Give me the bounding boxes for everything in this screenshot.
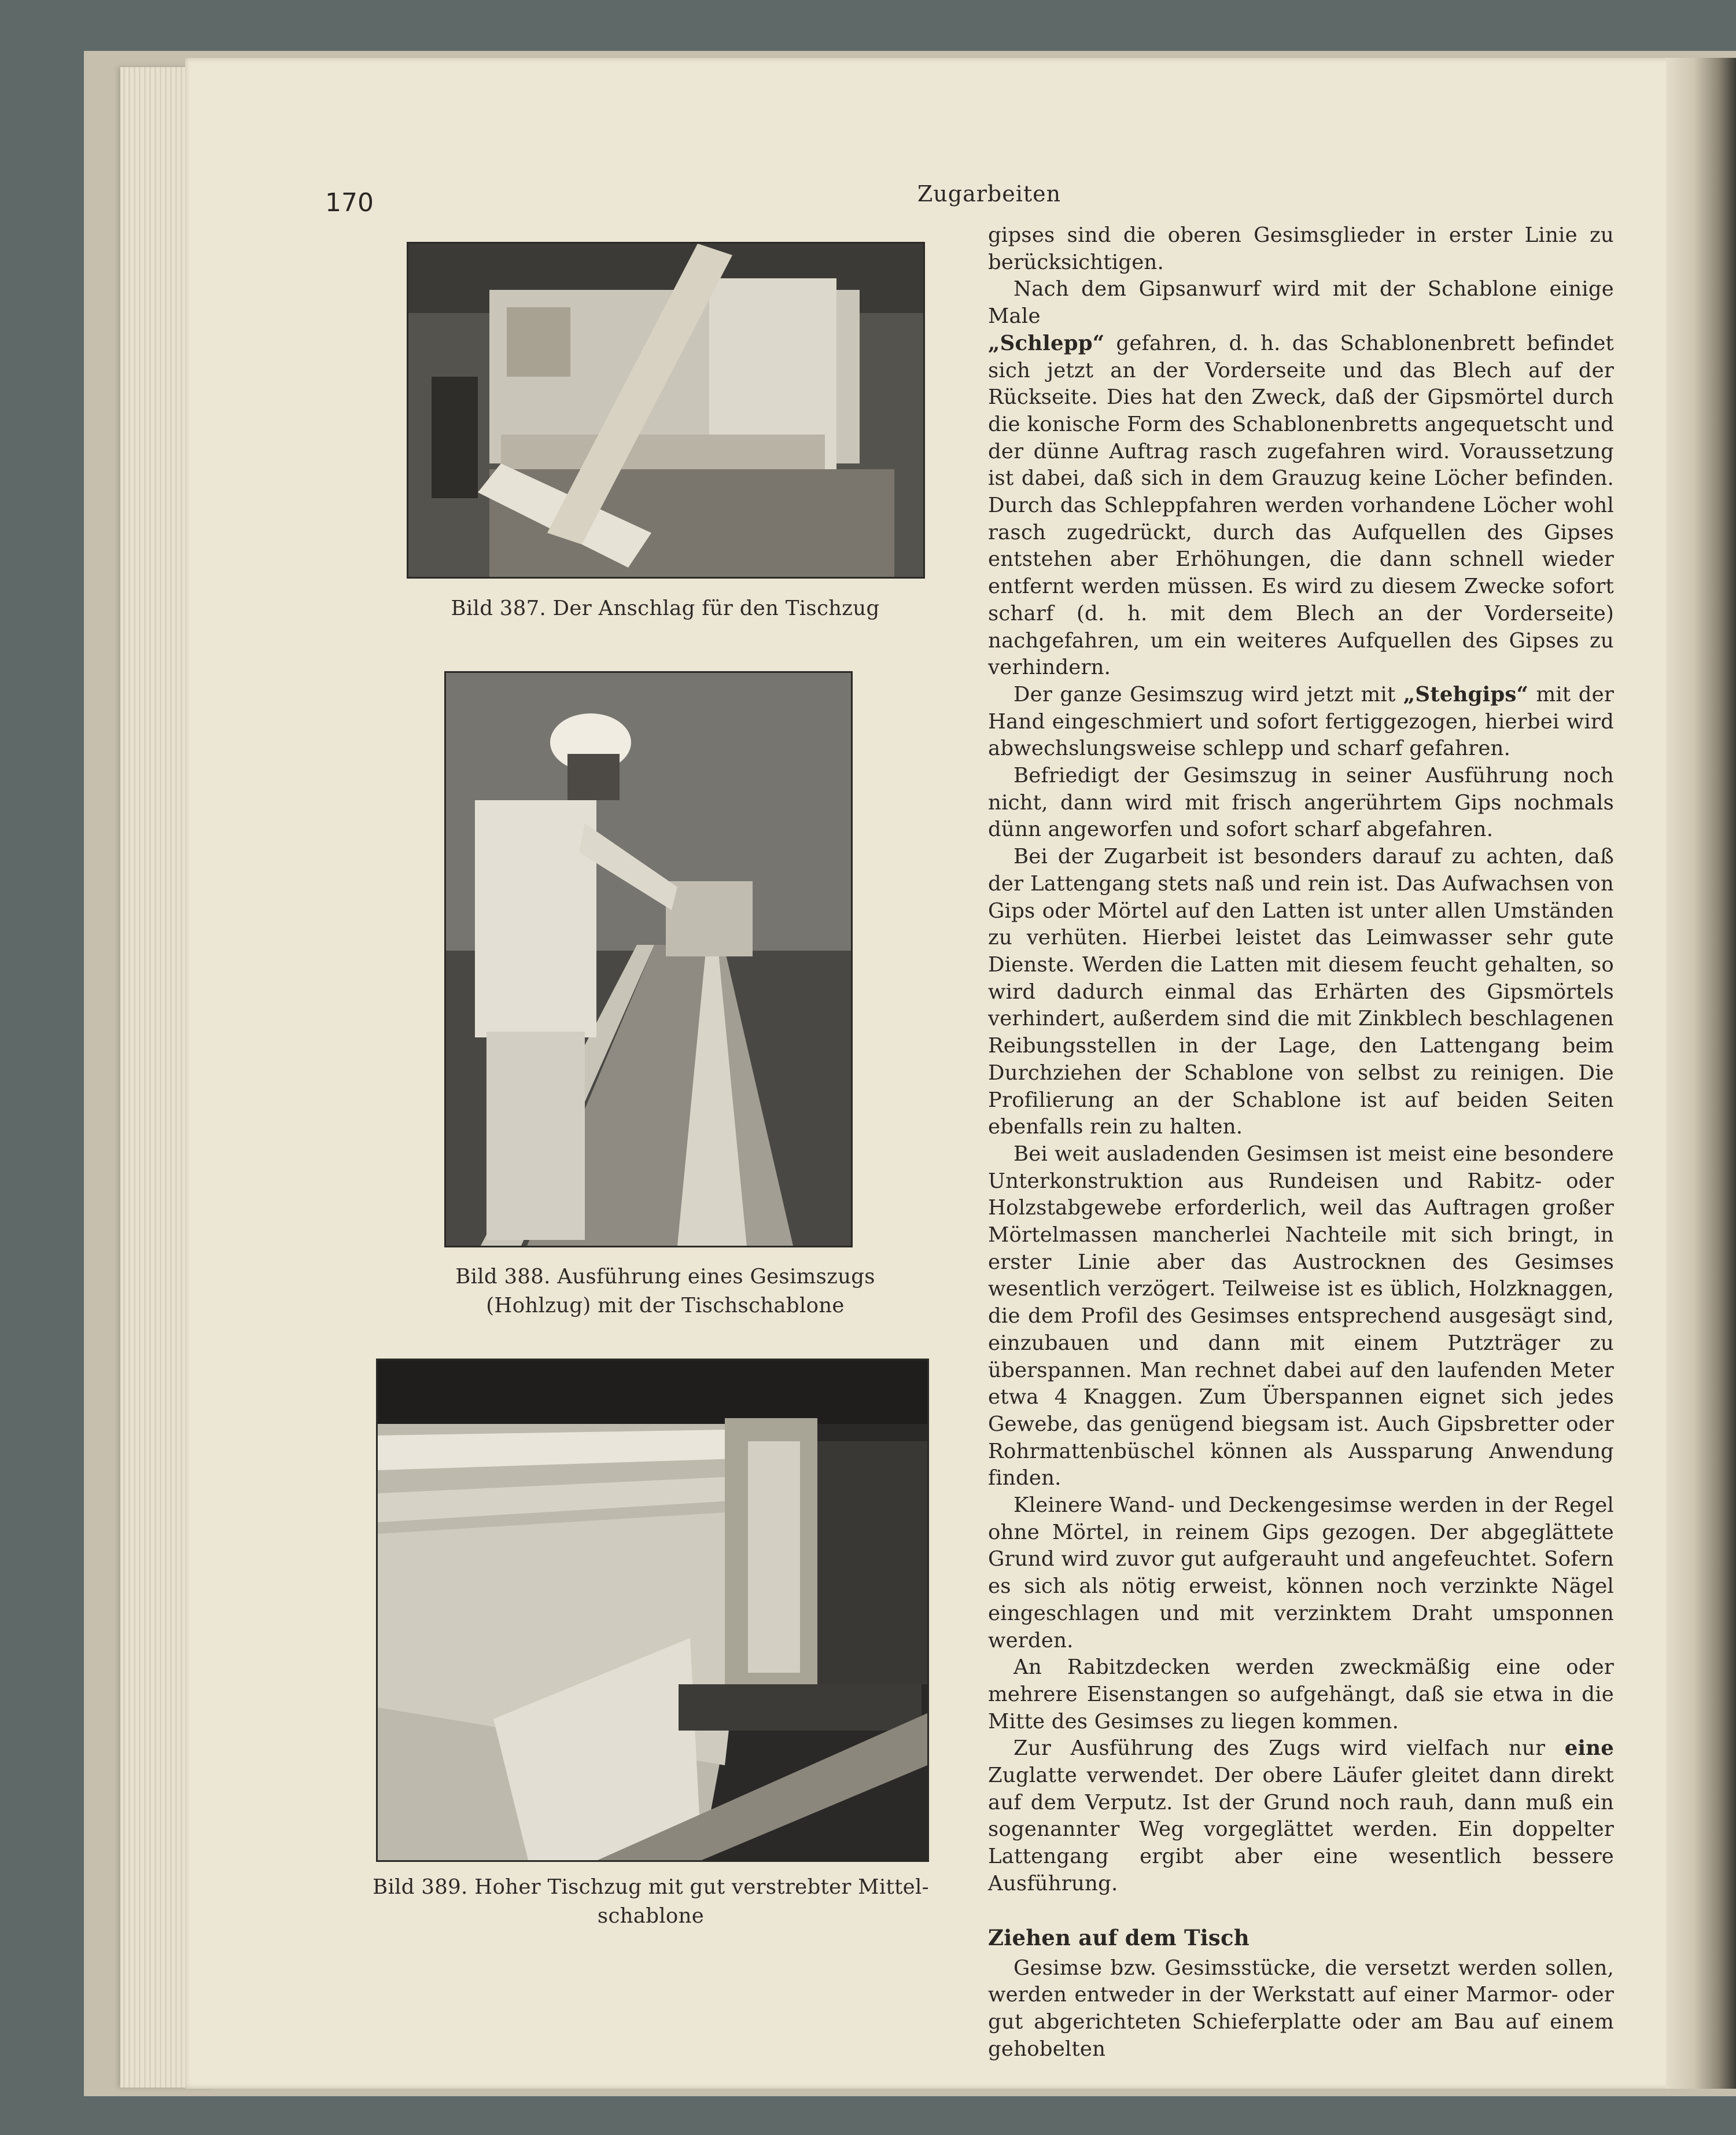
paragraph-3 [988, 682, 1614, 763]
figure-389-caption-line1: Bild 389. Hoher Tischzug mit gut verstrebter Mittel- [373, 1875, 929, 1899]
paragraph-1: gipses sind die oberen Gesimsglieder in erster Linie zu berücksichtigen. [988, 223, 1614, 274]
paragraph-9-start: Zur Ausführung des Zugs wird vielfach nur [1013, 1736, 1565, 1761]
figure-388-photo [444, 671, 853, 1247]
figure-387-caption [405, 594, 926, 623]
paragraph-2-rest: gefahren, d. h. das Schablonenbrett befindet sich jetzt an der Vorderseite und das Blech auf der Rückseite. Dies hat den Zweck, daß der Gipsmörtel durch die konische Form des Schablonenbretts angequetscht und der dünne Auftrag rasch zugefahren wird. Voraussetzung ist dabei, daß sich in dem Grauzug keine Löcher befinden. Durch das Schleppfahren werden vorhandene Löcher wohl rasch zugedrückt, durch das Aufquellen des Gipses entstehen aber Erhöhungen, die dann schnell wieder entfernt werden müssen. Es wird zu diesem Zwecke sofort scharf (d. h. mit dem Blech an der Vorderseite) nachgefahren, um ein weiteres Aufquellen des Gipses zu verhindern. [988, 331, 1614, 680]
figure-389-photo [376, 1359, 929, 1862]
paragraph-3-rest: mit der Hand eingeschmiert und sofort fertiggezogen, hierbei wird abwechslungsweise schlepp und scharf gefahren. [988, 682, 1614, 761]
paragraph-8: An Rabitzdecken werden zweckmäßig eine oder mehrere Eisenstangen so aufgehängt, daß sie etwa in die Mitte des Gesimses zu liegen kommen. [988, 1655, 1614, 1733]
running-head: Zugarbeiten [917, 181, 1061, 207]
term-schlepp: „Schlepp“ [988, 331, 1105, 355]
term-eine: eine [1564, 1736, 1614, 1761]
paragraph-5: Bei der Zugarbeit ist besonders darauf zu achten, daß der Lattengang stets naß und rein ist. Das Aufwachsen von Gips oder Mörtel auf den Latten ist unter allen Umständen zu verhüten. Hierbei leistet das Leimwasser sehr gute Dienste. Werden die Latten mit diesem feucht gehalten, so wird dadurch einmal das Erhärten des Gipsmörtels verhindert, außerdem sind die mit Zinkblech beschlagenen Reibungsstellen in der Lage, den Lattengang beim Durchziehen der Schablone von selbst zu reinigen. Die Profilierung an der Schablone ist auf beiden Seiten ebenfalls rein zu halten. [988, 845, 1614, 1139]
paragraph-10: Gesimse bzw. Gesimsstücke, die versetzt werden sollen, werden entweder in der Werkstatt auf einer Marmor- oder gut abgerichteten Schieferplatte oder am Bau auf einem gehobelten [988, 1956, 1614, 2061]
term-stehgips: „Stehgips“ [1403, 682, 1529, 706]
paragraph-7: Kleinere Wand- und Deckengesimse werden in der Regel ohne Mörtel, in reinem Gips gezogen. Der abgeglättete Grund wird zuvor gut aufgerauht und angefeuchtet. Sofern es sich als nötig erweist, können noch verzinkte Nägel eingeschlagen und mit verzinktem Draht umsponnen werden. [988, 1493, 1614, 1652]
paragraph-2 [988, 276, 1614, 682]
body-text-column [988, 222, 1614, 2063]
figure-388-caption-line1: Bild 388. Ausführung eines Gesimszugs [455, 1265, 875, 1289]
paragraph-4: Befriedigt der Gesimszug in seiner Ausführung noch nicht, dann wird mit frisch angerührtem Gips nochmals dünn angeworfen und sofort scharf abgefahren. [988, 764, 1614, 842]
page-number: 170 [325, 188, 374, 218]
figure-387-caption-text: Bild 387. Der Anschlag für den Tischzug [451, 597, 880, 620]
section-heading: Ziehen auf dem Tisch [988, 1924, 1250, 1950]
paragraph-9 [988, 1735, 1614, 1897]
book-gutter [1666, 58, 1736, 2089]
paragraph-6: Bei weit ausladenden Gesimsen ist meist eine besondere Unterkonstruktion aus Rundeisen und Rabitz- oder Holzstabgewebe erforderlich, weil das Auftragen großer Mörtelmassen mancherlei Nachteile mit sich bringt, in erster Linie aber das Austrocknen des Gesimses wesentlich verzögert. Teilweise ist es üblich, Holzknaggen, die dem Profil des Gesimses entsprechend ausgesägt sind, einzubauen und dann mit einem Putzträger zu überspannen. Man rechnet dabei auf den laufenden Meter etwa 4 Knaggen. Zum Überspannen eignet sich jedes Gewebe, das genügend biegsam ist. Auch Gipsbretter oder Rohrmattenbüschel können als Aussparung Anwendung finden. [988, 1142, 1614, 1490]
paragraph-3-start: Der ganze Gesimszug wird jetzt mit [1013, 682, 1403, 706]
figure-389-caption [370, 1873, 931, 1931]
paragraph-9-rest: Zuglatte verwendet. Der obere Läufer gleitet dann direkt auf dem Verputz. Ist der Grund noch rauh, dann muß ein sogenannter Weg vorgeglättet werden. Ein doppelter Lattengang ergibt aber eine wesentlich bessere Ausführung. [988, 1764, 1614, 1895]
figure-388-caption [405, 1262, 926, 1320]
figure-389-caption-line2: schablone [597, 1904, 705, 1928]
figure-388-caption-line2: (Hohlzug) mit der Tischschablone [486, 1294, 845, 1317]
paragraph-2-start: Nach dem Gipsanwurf wird mit der Schablone einige Male [988, 277, 1614, 329]
figure-387-photo [407, 242, 925, 579]
